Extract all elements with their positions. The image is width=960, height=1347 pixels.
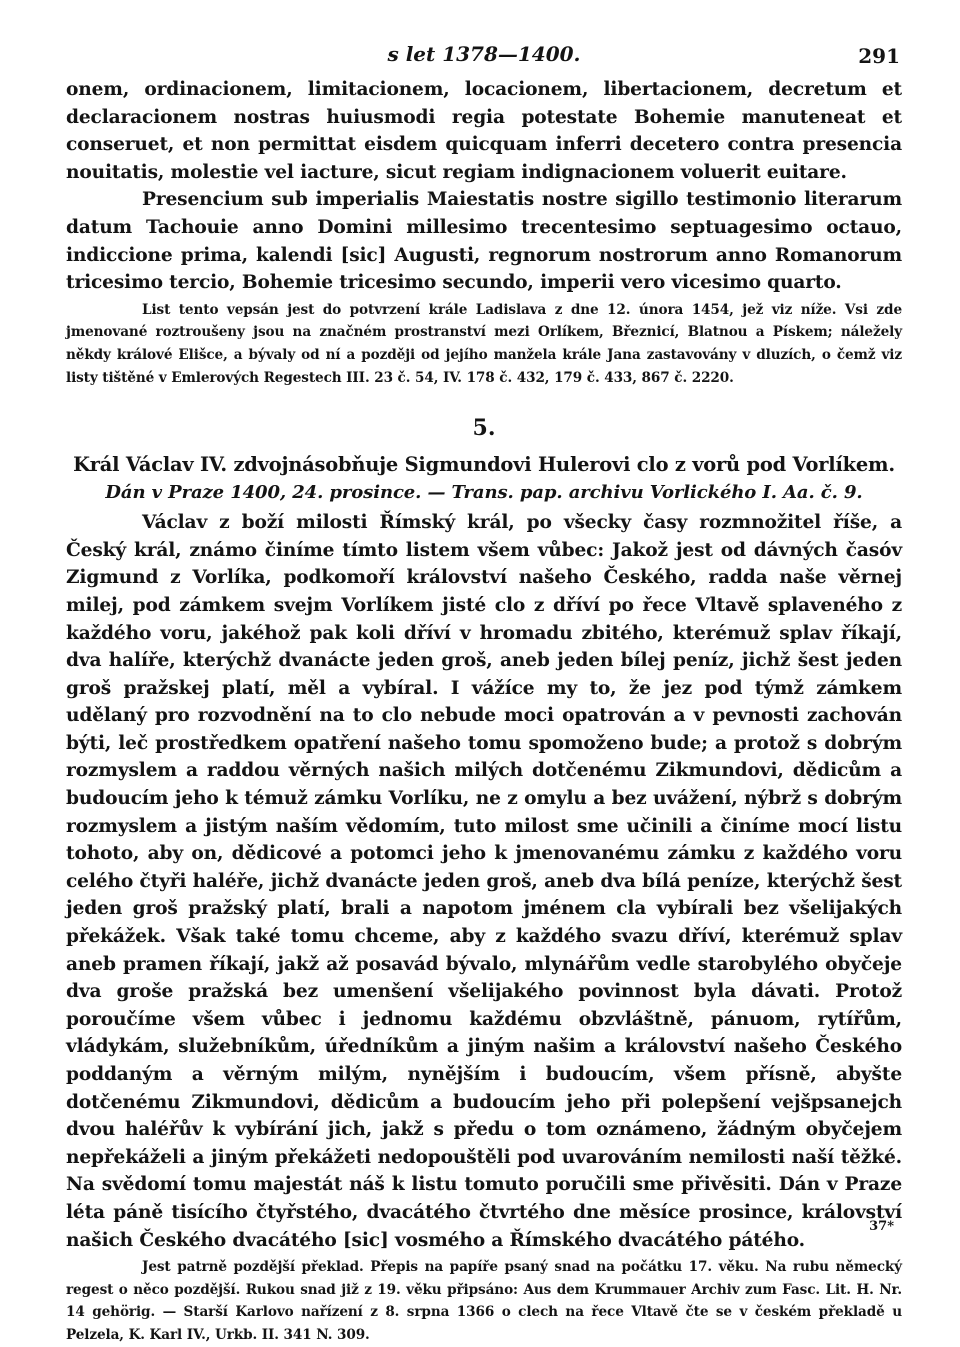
running-title: s let 1378—1400.: [387, 42, 581, 66]
previous-document-paragraph-1: onem, ordinacionem, limitacionem, locacionem, libertacionem, decretum et declaracionem nostras huiusmodi regia potestate Bohemie manuteneat et conseruet, et non permittat eisdem quicquam inferri decetero contra presencia nouitatis, molestie vel iacture, sicut regiam indignacionem voluerit euitare.: [66, 79, 902, 183]
document-text: Václav z boží milosti Římský král, po všecky časy rozmnožitel říše, a Český král, známo činíme tímto listem všem vůbec: Jakož jest od dávných časóv Zigmund z Vorlíka, podkomoří království našeho Českého, radda naše věrnej milej, pod zámkem svejm Vorlíkem jisté clo z dříví po řece Vltavě splaveného z každého voru, jakéhož pak koli dříví v hromadu zbitého, kterémuž splav říkají, dva halíře, kterýchž dvanácte jeden groš, aneb jeden bílej peníz, jichž šest jeden groš pražskej platí, měl a vybíral. I vážíce my to, že jez pod týmž zámkem udělaný pro rozvodnění na to clo nebude moci opatrován a v pevnosti zachován býti, leč prostředkem opatření našeho tomu spomoženo bude; a protož s dobrým rozmyslem a raddou věrných našich milých dotčenému Zikmundovi, dědicům a budoucím jeho k témuž zámku Vorlíku, ne z omylu a bez uvážení, nýbrž s dobrým rozmyslem a jistým naším vědomím, tuto milost sme učinili a činíme mocí listu tohoto, aby on, dědicové a potomci jeho k jmenovanému zámku z každého voru celého čtyři haléře, jichž dvanácte jeden groš, aneb dva bílá peníze, kterýchž šest jeden groš pražský platí, brali a napotom jménem cla vybírali bez všelijakých překážek. Však také tomu chceme, aby z každého svazu dříví, kterémuž splav aneb pramen říkají, jakž až posavád bývalo, mlynářům vedle starobylého obyčeje dva groše pražská bez umenšení všelijakého povinnost byla dávati. Protož poroučíme všem vůbec i jednomu každému obzvláštně, pánuom, rytířům, vládykám, služebníkům, úředníkům a jiným našim a království našeho Českého poddaným a věrným milým, nynějším i budoucím, všem přísně, abyšte dotčenému Zikmundovi, dědicům a budoucím jeho při polepšení vejšpsanejch dvou haléřův k vybírání jich, jakž s předu o tom oznámeno, žádným obyčejem nepřekáželi a jiným překážeti nedopouštěli pod uvarováním nemilosti naší těžké. Na svědomí tomu majestát náš k listu tomuto poručili sme přivěsiti. Dán v Praze léta páně tisícího čtyřstého, dvacátého čtvrtého dne měsíce prosince, království našich Českého dvacátého [sic] vosmého a Římského dvacátého pátého.: [66, 512, 902, 1251]
document-dating: Dán v Praze 1400, 24. prosince. — Trans. pap. archivu Vorlického I. Aa. č. 9.: [105, 482, 863, 504]
page-header: [66, 40, 902, 76]
document-note: Jest patrně pozdější překlad. Přepis na papíře psaný snad na počátku 17. věku. Na rubu německý regest o něco pozdější. Rukou snad již z 19. věku připsáno: Aus dem Krummauer Archiv zum Fasc. Lit. H. Nr. 14 gehörig. — Starší Karlovo nařízení z 8. srpna 1366 o clech na řece Vltavě čte se v českém překladě u Pelzela, K. Karl IV., Urkb. II. 341 N. 309.: [66, 1259, 902, 1343]
document-number: 5.: [472, 415, 496, 442]
signature-mark: 37*: [869, 1219, 894, 1234]
page-number: 291: [858, 44, 900, 68]
page: [66, 40, 902, 1343]
document-heading: Král Václav IV. zdvojnásobňuje Sigmundovi Hulerovi clo z vorů pod Vorlíkem.: [73, 453, 895, 477]
previous-document-note: List tento vepsán jest do potvrzení krále Ladislava z dne 12. února 1454, jež viz níže. Vsi zde jmenované roztroušeny jsou na značném prostranství mezi Orlíkem, Březnicí, Blatnou a Pískem; náležely někdy králové Elišce, a bývaly od ní a později od jejího manžela krále Jana zastavovány v dluzích, o čemž viz listy tištěné v Emlerových Regestech III. 23 č. 54, IV. 178 č. 432, 179 č. 433, 867 č. 2220.: [66, 301, 902, 386]
previous-document-paragraph-2: Presencium sub imperialis Maiestatis nostre sigillo testimonio literarum datum Tachouie anno Domini millesimo trecentesimo septuagesimo octauo, indiccione prima, kalendi [sic] Augusti, regnorum nostrorum anno Romanorum tricesimo tercio, Bohemie tricesimo secundo, imperii vero vicesimo quarto.: [66, 189, 902, 294]
